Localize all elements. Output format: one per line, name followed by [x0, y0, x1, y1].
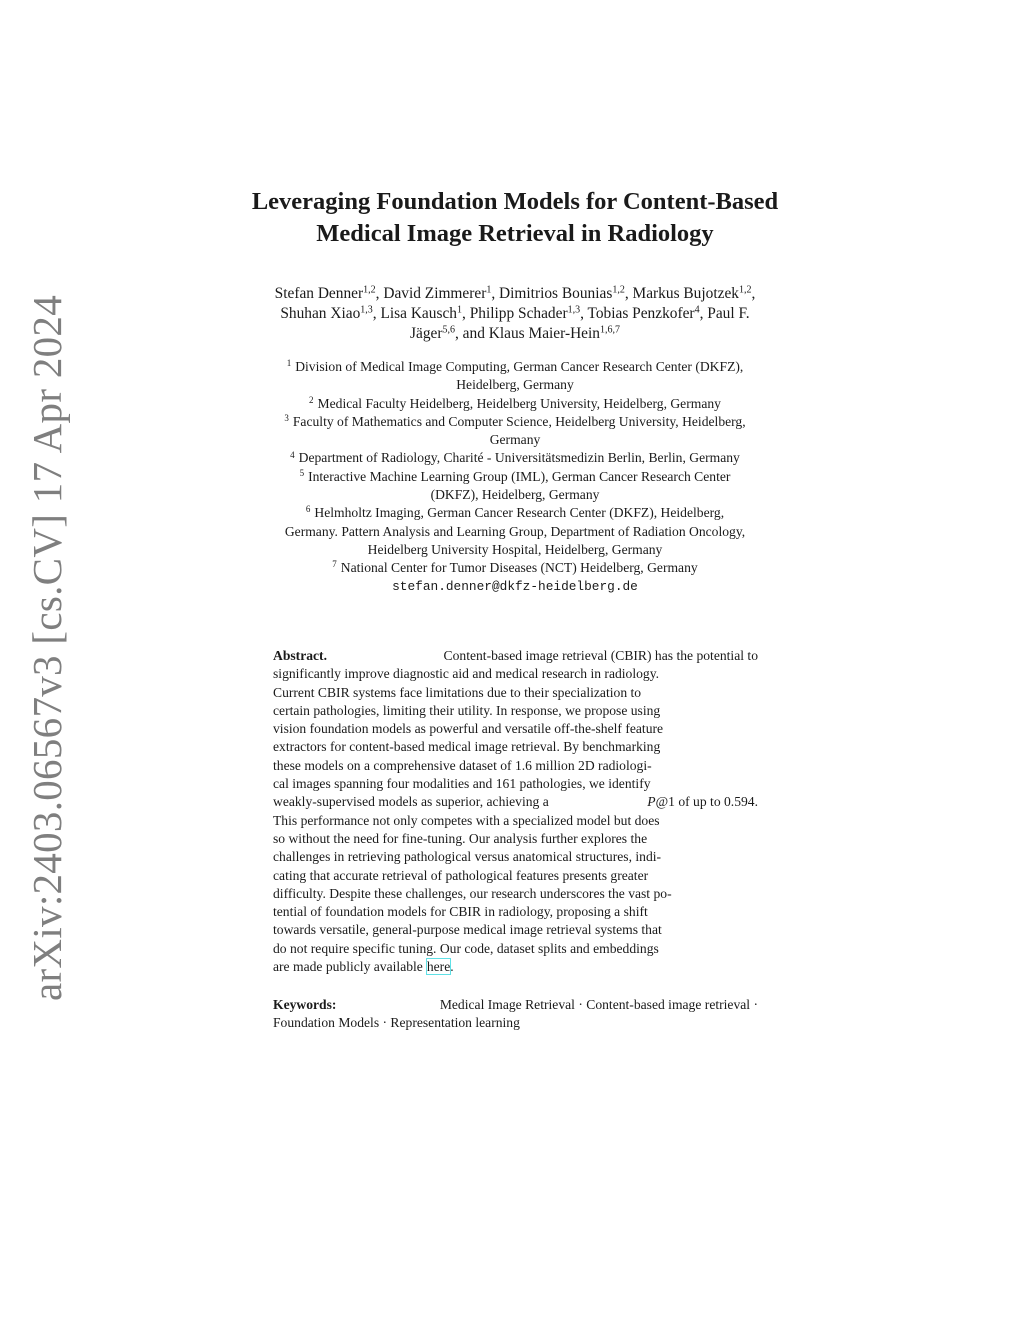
- affiliation-4: [205, 449, 825, 467]
- author-name: David Zimmerer: [383, 285, 487, 302]
- abstract-text: weakly-supervised models as superior, achieving a: [273, 794, 549, 810]
- author-name: Philipp Schader: [469, 305, 568, 322]
- link-wrapper: [427, 958, 454, 976]
- author-affil-sup: 1,2: [738, 284, 752, 296]
- abstract-line: certain pathologies, limiting their utility. In response, we propose using: [273, 702, 661, 718]
- affiliation-number: 2: [309, 394, 314, 405]
- affiliation-2: [205, 395, 825, 413]
- keywords-line: [273, 996, 758, 1014]
- affiliation-number: 5: [299, 467, 305, 478]
- affiliation-text: Helmholtz Imaging, German Cancer Research Center (DKFZ), Heidelberg,: [314, 505, 725, 521]
- abstract-line: do not require specific tuning. Our code, dataset splits and embeddings: [273, 940, 659, 956]
- abstract-line: [273, 793, 758, 811]
- author-list: [205, 284, 825, 344]
- author-separator: ,: [461, 305, 470, 322]
- abstract-line: difficulty. Despite these challenges, our research underscores the vast po-: [273, 885, 672, 901]
- affiliation-text: National Center for Tumor Diseases (NCT) Heidelberg, Germany: [340, 560, 698, 576]
- author-line-1: [205, 284, 825, 304]
- keywords-text: Medical Image Retrieval · Content-based image retrieval ·: [439, 997, 758, 1012]
- affiliation-text: Division of Medical Image Computing, German Cancer Research Center (DKFZ),: [295, 359, 744, 374]
- author-separator: ,: [491, 285, 500, 302]
- paper-title: [200, 186, 830, 250]
- affiliation-6-cont: Heidelberg University Hospital, Heidelberg, Germany: [367, 541, 663, 557]
- abstract-line: cal images spanning four modalities and 161 pathologies, we identify: [273, 776, 651, 792]
- keywords-line: Foundation Models · Representation learning: [273, 1015, 520, 1031]
- abstract-line: [273, 647, 758, 665]
- abstract-line: towards versatile, general-purpose medical image retrieval systems that: [273, 922, 662, 938]
- author-name: Dimitrios Bounias: [499, 285, 613, 302]
- author-separator: ,: [751, 285, 756, 302]
- author-name: Jäger: [410, 325, 443, 342]
- affiliation-6: [205, 504, 825, 522]
- keywords-label: Keywords:: [273, 997, 337, 1012]
- abstract-text: are made publicly available: [273, 959, 423, 975]
- metric-text: [647, 793, 758, 811]
- affiliation-number: 7: [332, 559, 337, 570]
- affiliation-text: Interactive Machine Learning Group (IML), German Cancer Research Center: [308, 468, 731, 484]
- affiliation-1-cont: Heidelberg, Germany: [456, 377, 574, 393]
- abstract: [273, 647, 758, 976]
- author-name: Lisa Kausch: [380, 305, 457, 322]
- author-separator: ,: [624, 285, 633, 302]
- author-affil-sup: 5,6: [442, 324, 455, 336]
- abstract-line: significantly improve diagnostic aid and medical research in radiology.: [273, 666, 660, 682]
- arxiv-stamp: [17, 294, 77, 1001]
- abstract-text: Content-based image retrieval (CBIR) has the potential to: [443, 648, 758, 663]
- author-separator: ,: [375, 285, 384, 302]
- author-line-3: [205, 324, 825, 344]
- affiliation-number: 3: [284, 412, 289, 423]
- author-name: Markus Bujotzek: [632, 285, 739, 302]
- abstract-text: @1 of up to 0.594.: [655, 794, 758, 810]
- abstract-text: .: [450, 959, 454, 975]
- author-affil-sup: 1,2: [363, 284, 376, 296]
- affiliation-number: 4: [290, 449, 295, 460]
- author-affil-sup: 1,6,7: [600, 324, 620, 336]
- author-name: Tobias Penzkofer: [587, 305, 695, 322]
- affiliation-list: [205, 358, 825, 596]
- abstract-line: challenges in retrieving pathological versus anatomical structures, indi-: [273, 849, 662, 865]
- author-name: Stefan Denner: [274, 285, 364, 302]
- author-affil-sup: 1,3: [360, 304, 373, 316]
- affiliation-text: Medical Faculty Heidelberg, Heidelberg University, Heidelberg, Germany: [317, 395, 721, 411]
- affiliation-5: [205, 468, 825, 486]
- affiliation-3: [205, 413, 825, 431]
- abstract-line: Current CBIR systems face limitations due to their specialization to: [273, 684, 642, 700]
- author-name: Shuhan Xiao: [280, 305, 361, 322]
- author-affil-sup: 1: [456, 304, 462, 316]
- abstract-line: so without the need for fine-tuning. Our analysis further explores the: [273, 830, 648, 846]
- affiliation-number: 6: [305, 504, 311, 515]
- abstract-line: This performance not only competes with a specialized model but does: [273, 812, 660, 828]
- abstract-label: Abstract.: [273, 648, 327, 663]
- abstract-line: cating that accurate retrieval of pathological features presents greater: [273, 867, 649, 883]
- title-line-1: Leveraging Foundation Models for Content-Based: [251, 188, 779, 215]
- abstract-line: extractors for content-based medical image retrieval. By benchmarking: [273, 739, 661, 755]
- author-line-2: [205, 304, 825, 324]
- author-separator: ,: [699, 305, 708, 322]
- author-separator: , and: [454, 325, 489, 342]
- author-name: Klaus Maier-Hein: [488, 325, 600, 342]
- affiliation-text: Faculty of Mathematics and Computer Science, Heidelberg University, Heidelberg,: [292, 413, 746, 429]
- abstract-line: vision foundation models as powerful and versatile off-the-shelf feature: [273, 721, 664, 737]
- arxiv-identifier: arXiv:2403.06567v3 [cs.CV] 17 Apr 2024: [24, 294, 70, 1001]
- abstract-line: tential of foundation models for CBIR in radiology, proposing a shift: [273, 904, 648, 920]
- author-affil-sup: 4: [694, 304, 700, 316]
- author-separator: ,: [580, 305, 588, 322]
- code-link[interactable]: here: [426, 959, 451, 975]
- affiliation-6-cont: Germany. Pattern Analysis and Learning Group, Department of Radiation Oncology,: [284, 523, 746, 539]
- title-line-2: Medical Image Retrieval in Radiology: [316, 220, 714, 247]
- metric-symbol: P: [647, 794, 656, 810]
- author-name: Paul F.: [707, 305, 750, 322]
- abstract-line: these models on a comprehensive dataset of 1.6 million 2D radiologi-: [273, 757, 652, 773]
- author-affil-sup: 1,3: [567, 304, 581, 316]
- affiliation-5-cont: (DKFZ), Heidelberg, Germany: [430, 487, 600, 503]
- contact-email[interactable]: stefan.denner@dkfz-heidelberg.de: [392, 578, 638, 594]
- author-affil-sup: 1,2: [612, 284, 625, 296]
- affiliation-3-cont: Germany: [489, 432, 541, 448]
- affiliation-number: 1: [286, 358, 292, 369]
- keywords: [273, 996, 758, 1033]
- affiliation-text: Department of Radiology, Charité - Universitätsmedizin Berlin, Berlin, Germany: [298, 450, 740, 466]
- affiliation-7: [205, 559, 825, 577]
- author-affil-sup: 1: [486, 284, 492, 296]
- author-separator: ,: [372, 305, 381, 322]
- affiliation-1: [205, 358, 825, 376]
- abstract-line: [273, 958, 758, 976]
